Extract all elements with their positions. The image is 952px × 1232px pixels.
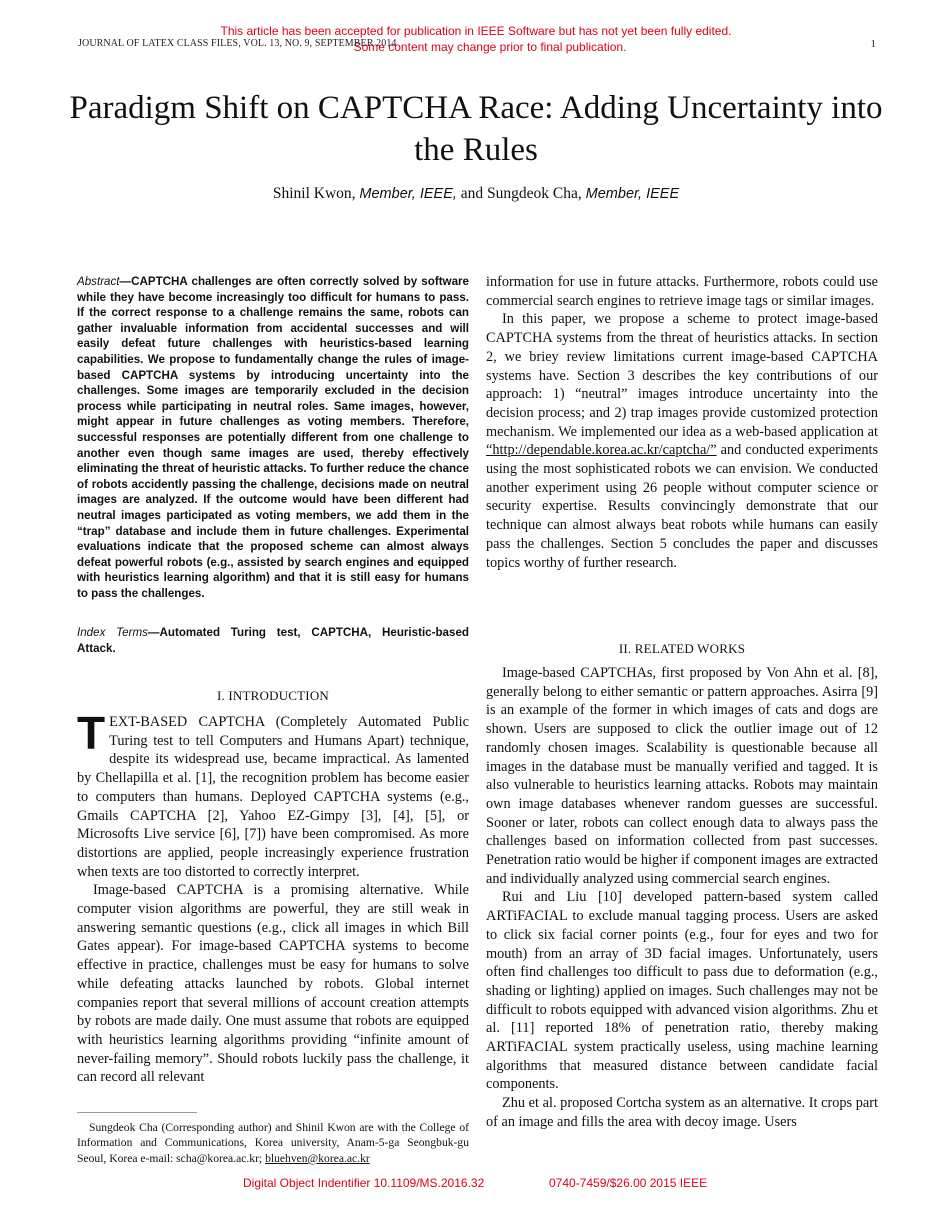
abstract: [77, 274, 469, 601]
author-1: Shinil Kwon,: [272, 185, 356, 202]
related-works-body: [486, 664, 878, 1132]
publication-notice-line2: Some content may change prior to final publication.: [353, 40, 627, 54]
intro-paragraph-3: information for use in future attacks. Furthermore, robots could use commercial search engines to retrieve image tags or similar images.: [486, 274, 878, 309]
intro-paragraph-1: TEXT-BASED CAPTCHA (Completely Automated Public Turing test to tell Computers and Humans Apart) technique, despite its widespread use, became impractical. As lamented by Chellapilla et al. [1], the recognition problem has become easier to computers than humans. Deployed CAPTCHA systems (e.g., Gmails CAPTCHA [2], Yahoo EZ-Gimpy [3], [4], [5], or Microsofts Live service [6], [7]) have been compromised. As more distortions are applied, people increasingly experience frustration when texts are too distorted to correctly interpret.: [77, 707, 469, 880]
drop-cap: T: [77, 707, 106, 759]
author-line: [60, 185, 892, 203]
author-1-membership: Member, IEEE,: [359, 186, 457, 202]
footnote-divider: [77, 1112, 197, 1113]
paper-title: Paradigm Shift on CAPTCHA Race: Adding Uncertainty into the Rules: [69, 90, 883, 168]
index-terms-text: —Automated Turing test, CAPTCHA, Heuristic-based Attack.: [77, 626, 469, 655]
price-footer: 0740-7459/$26.00 2015 IEEE: [549, 1176, 708, 1190]
abstract-lead: Abstract: [77, 275, 120, 288]
index-terms-lead: Index Terms: [77, 626, 148, 639]
author-2-membership: Member, IEEE: [585, 186, 680, 202]
related-paragraph-1: Image-based CAPTCHAs, first proposed by Von Ahn et al. [8], generally belong to either semantic or pattern approaches. Asirra [9] is an example of the former in which images of cats and dogs are shown. Users are supposed to click the outlier image out of 12 randomly chosen images. Scalability is questionable because all images in the database must be manually verified and tagged. It is also vulnerable to heuristics learning attacks. Robots may maintain own image databases whenever random guesses are successful. Sooner or later, robots can collect enough data to always pass the challenges based on information collected from past successes. Penetration ratio would be higher if component images are extracted and individually analyzed using commercial search engines.: [486, 665, 878, 887]
author-2: and Sungdeok Cha,: [460, 185, 582, 202]
publication-notice-line1: This article has been accepted for publication in IEEE Software but has not yet been fully edited.: [220, 24, 732, 38]
section-heading-related-works: II. RELATED WORKS: [618, 641, 746, 656]
intro-paragraph-4: In this paper, we propose a scheme to protect image-based CAPTCHA systems from the threat of heuristics attacks. In section 2, we briey review limitations current image-based CAPTCHA systems have. Section 3 describes the key contributions of our approach: 1) “neutral” images introduce uncertainty into the decision process; and 2) trap images provide customized protection mechanism. We implemented our idea as a web-based application at “http://dependable.korea.ac.kr/captcha/” and conducted experiments using the most sophisticated robots we can envision. We conducted another experiment using 26 people without computer science or security expertise. Results convincingly demonstrate that our technique can almost always beat robots while humans can easily pass the challenges. Section 5 concludes the paper and discusses topics worthy of further research.: [486, 311, 879, 571]
project-url-link[interactable]: “http://dependable.korea.ac.kr/captcha/”: [486, 442, 717, 459]
introduction-continued: [486, 273, 878, 572]
page-number: 1: [870, 38, 876, 50]
introduction-body: [77, 707, 469, 1087]
doi-footer: Digital Object Indentifier 10.1109/MS.2016.32: [243, 1176, 485, 1190]
running-head: JOURNAL OF LATEX CLASS FILES, VOL. 13, NO. 9, SEPTEMBER 2014: [78, 38, 397, 49]
abstract-text: —CAPTCHA challenges are often correctly solved by software while they have become increasingly too difficult for humans to pass. If the correct response to a challenge remains the same, robots can gather invaluable information from accidental successes and will easily defeat future challenges with heuristics-based learning capabilities. We propose to fundamentally change the rules of image-based CAPTCHA systems by introducing uncertainty into the challenges. Some images are temporarily excluded in the decision process while participating in neutral roles. Same images, however, might appear in future challenges as voting members. Therefore, successful responses are potentially different from one challenge to another even though same images are used, thereby effectively eliminating the threat of heuristic attacks. To further reduce the chance of robots accidently passing the challenge, decisions made on neutral images are analyzed. If the outcome would have been different had neutral images participated as voting members, we add them in the “trap” database and include them in future challenges. Experimental evaluations indicate that the proposed scheme can almost always defeat powerful robots (e.g., assisted by search engines and equipped with heuristics learning algorithm) and that it is still easy for humans to pass the challenges.: [77, 275, 469, 600]
intro-paragraph-2: Image-based CAPTCHA is a promising alternative. While computer vision algorithms are powerful, they are still weak in answering semantic questions (e.g., click all images in which Bill Gates appear). For image-based CAPTCHA systems to become effective in practice, challenges must be easy for humans to solve while defeating attacks launched by robots. Global internet companies report that several millions of account creation attempts by robots are made daily. One must assume that robots are equipped with heuristics learning algorithms providing “infinite amount of never-failing memory”. Should robots luckily pass the challenge, it can record all relevant: [77, 882, 469, 1086]
section-heading-introduction: I. INTRODUCTION: [216, 688, 330, 703]
email-link[interactable]: bluehven@korea.ac.kr: [265, 1151, 370, 1165]
index-terms: [77, 625, 469, 656]
related-paragraph-3: Zhu et al. proposed Cortcha system as an alternative. It crops part of an image and fills the area with decoy image. Users: [486, 1095, 878, 1130]
author-affiliation-footnote: Sungdeok Cha (Corresponding author) and Shinil Kwon are with the College of Information and Communications, Korea university, Anam-5-ga Seongbuk-gu Seoul, Korea e-mail: scha@korea.ac.kr; bluehven@korea.ac.kr: [77, 1121, 469, 1165]
related-paragraph-2: Rui and Liu [10] developed pattern-based system called ARTiFACIAL to exclude manual tagging process. Users are asked to click six facial corner points (e.g., four for eyes and two for mouth) from an array of 3D facial images. Unfortunately, users often find challenges too difficult to pass due to deformation (e.g., shading or lighting) applied on images. Such challenges may not be difficult to robots equipped with advanced vision algorithms. Zhu et al. [11] reported 18% of penetration ratio, thereby making ARTiFACIAL system practically useless, using machine learning algorithms that measured distance between candidate facial components.: [486, 889, 878, 1093]
